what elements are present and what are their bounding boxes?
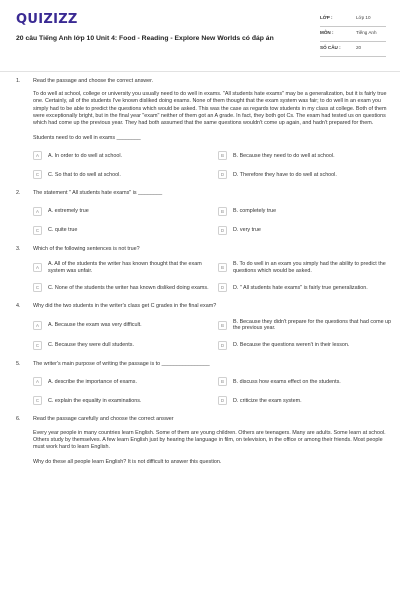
answer-option-a[interactable] — [33, 150, 214, 161]
header-divider — [0, 71, 400, 72]
option-text: D. " All students hate exams" is fairly true generalization. — [233, 284, 368, 291]
answer-option-c[interactable] — [33, 395, 214, 406]
option-letter-box[interactable]: D — [218, 226, 227, 235]
quizizz-logo: QUIZIZZ — [16, 12, 78, 27]
meta-value: Tiếng Anh — [356, 30, 377, 35]
document-title: 20 câu Tiếng Anh lớp 10 Unit 4: Food - Reading - Explore New Worlds có đáp án — [16, 35, 274, 42]
option-text: D. Therefore they have to do well at school. — [233, 171, 337, 178]
option-letter-box[interactable]: B — [218, 321, 227, 330]
meta-table — [320, 12, 386, 57]
question-stem: The statement " All students hate exams" is ________ — [33, 190, 163, 197]
question-number: 1. — [16, 78, 21, 84]
option-letter-box[interactable]: B — [218, 263, 227, 272]
question-number: 2. — [16, 190, 21, 197]
option-text: C. explain the equality in examinations. — [48, 397, 142, 404]
answer-options — [33, 376, 390, 406]
option-letter-box[interactable]: B — [218, 207, 227, 216]
meta-value: 20 — [356, 45, 362, 50]
reading-passage: To do well at school, college or university you usually need to do well in exams. "All students hate exams" may be a generalization, but it is fairly true one. Certainly, all of the students I've known disliked doing exams. None of them thought that the exam system was fair; to do well in an exam you simply had to be able to predict the questions which would be asked. This was the case as regards tow students in my class at college. Both of them were exceptionally bright, but in the final year "exam" neither of them got an A grade. In fact, they both got Cs. The exam had tested us on questions which had come up the previous year. They had both assumed that the same questions wouldn't come up again, and hadn't prepared for them. — [33, 91, 387, 127]
answer-option-b[interactable] — [218, 150, 399, 161]
option-letter-box[interactable]: C — [33, 396, 42, 405]
answer-option-a[interactable] — [33, 206, 214, 217]
option-text: B. Because they need to do well at school. — [233, 152, 335, 159]
option-text: D. very true — [233, 226, 261, 233]
option-letter-box[interactable]: C — [33, 170, 42, 179]
answer-option-a[interactable] — [33, 319, 214, 333]
answer-option-a[interactable] — [33, 376, 214, 387]
meta-row-subject — [320, 27, 386, 42]
option-text: A. extremely true — [48, 207, 89, 214]
answer-option-d[interactable] — [218, 169, 399, 180]
answer-options — [33, 150, 390, 180]
option-letter-box[interactable]: A — [33, 321, 42, 330]
page-header — [0, 0, 400, 68]
answer-option-a[interactable] — [33, 261, 214, 275]
question-6 — [16, 416, 390, 466]
option-letter-box[interactable]: D — [218, 396, 227, 405]
option-text: B. completely true — [233, 207, 277, 214]
answer-option-b[interactable] — [218, 206, 399, 217]
option-text: C. So that to do well at school. — [48, 171, 121, 178]
question-number: 3. — [16, 245, 21, 252]
option-text: B. Because they didn't prepare for the questions that had come up the previous year. — [233, 318, 392, 332]
question-number: 5. — [16, 361, 21, 368]
answer-option-b[interactable] — [218, 376, 399, 387]
answer-option-d[interactable] — [218, 225, 399, 236]
question-stem: Students need to do well in exams ________ — [33, 135, 141, 142]
option-letter-box[interactable]: B — [218, 151, 227, 160]
option-letter-box[interactable]: D — [218, 170, 227, 179]
option-letter-box[interactable]: A — [33, 151, 42, 160]
question-number: 6. — [16, 416, 21, 423]
question-instruction: Read the passage and choose the correct answer. — [33, 78, 154, 84]
option-text: A. Because the exam was very difficult. — [48, 322, 142, 329]
answer-option-c[interactable] — [33, 340, 214, 351]
meta-value: Lớp 10 — [356, 15, 371, 20]
answer-options — [33, 261, 390, 294]
question-number: 4. — [16, 303, 21, 310]
question-3 — [16, 246, 390, 294]
option-text: D. Because the questions weren't in their lesson. — [233, 342, 350, 349]
option-text: B. To do well in an exam you simply had the ability to predict the questions which would be asked. — [233, 260, 386, 274]
option-text: A. All of the students the writer has known thought that the exam system was unfair. — [48, 260, 202, 274]
meta-row-class — [320, 12, 386, 27]
option-text: B. discuss how exams effect on the students. — [233, 378, 341, 385]
question-5 — [16, 361, 390, 406]
option-letter-box[interactable]: C — [33, 341, 42, 350]
option-text: A. In order to do well at school. — [48, 152, 123, 159]
answer-option-c[interactable] — [33, 225, 214, 236]
option-letter-box[interactable]: A — [33, 207, 42, 216]
answer-option-d[interactable] — [218, 340, 399, 351]
answer-option-d[interactable] — [218, 282, 399, 293]
meta-label: LỚP : — [320, 15, 333, 20]
meta-label: SỐ CÂU : — [320, 45, 341, 50]
option-letter-box[interactable]: C — [33, 226, 42, 235]
option-text: C. quite true — [48, 226, 78, 233]
answer-option-b[interactable] — [218, 319, 399, 333]
answer-option-b[interactable] — [218, 261, 399, 275]
question-instruction: Read the passage carefully and choose the correct answer — [33, 416, 174, 423]
option-letter-box[interactable]: A — [33, 377, 42, 386]
answer-option-d[interactable] — [218, 395, 399, 406]
option-letter-box[interactable]: D — [218, 283, 227, 292]
question-stem: Why did the two students in the writer's class get C grades in the final exam? — [33, 303, 217, 310]
question-2 — [16, 190, 390, 235]
answer-option-c[interactable] — [33, 169, 214, 180]
question-list — [16, 78, 390, 476]
option-text: A. describe the importance of exams. — [48, 378, 137, 385]
question-stem: Why do these all people learn English? It is not difficult to answer this question. — [33, 459, 222, 466]
answer-options — [33, 319, 390, 352]
option-text: C. Because they were dull students. — [48, 342, 134, 349]
answer-options — [33, 206, 390, 236]
option-letter-box[interactable]: A — [33, 263, 42, 272]
option-text: C. None of the students the writer has known disliked doing exams. — [48, 284, 209, 291]
meta-label: MÔN : — [320, 30, 334, 35]
question-stem: The writer's main purpose of writing the passage is to ________________ — [33, 361, 210, 368]
meta-row-count — [320, 42, 386, 57]
option-letter-box[interactable]: D — [218, 341, 227, 350]
question-4 — [16, 303, 390, 351]
option-text: D. criticize the exam system. — [233, 397, 302, 404]
answer-option-c[interactable] — [33, 282, 214, 293]
question-stem: Which of the following sentences is not true? — [33, 245, 140, 252]
question-1 — [16, 78, 390, 180]
option-letter-box[interactable]: B — [218, 377, 227, 386]
reading-passage: Every year people in many countries learn English. Some of them are young children. Others are teenagers. Many are adults. Some learn at school. Others study by themselves. A few learn English just by hearing the language in film, on television, in the office or among their friends. Most people must work hard to learn English. — [33, 429, 386, 451]
option-letter-box[interactable]: C — [33, 283, 42, 292]
